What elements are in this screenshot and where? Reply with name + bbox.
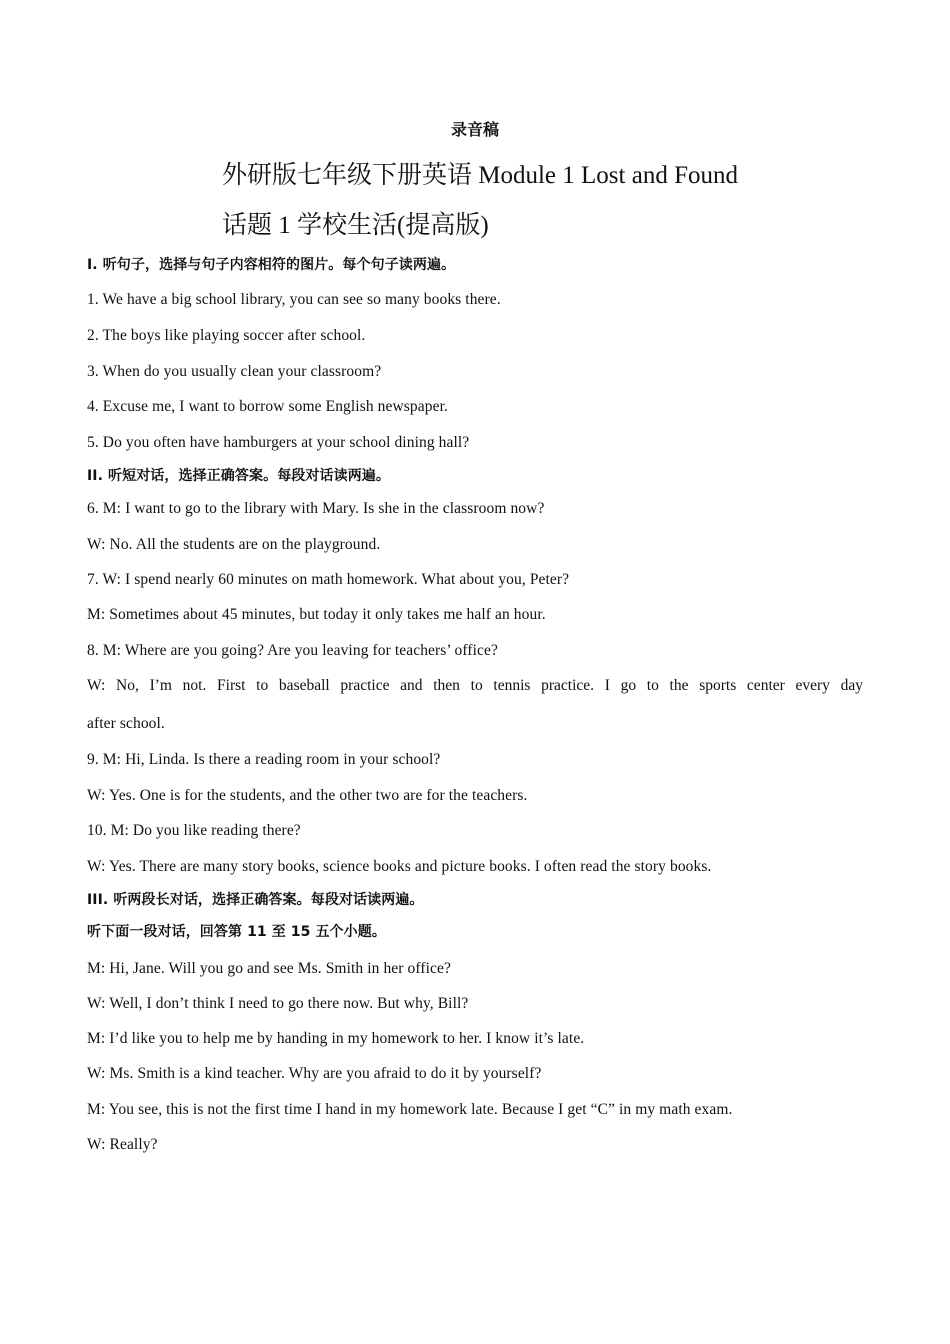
section-1-heading: Ⅰ. 听句子，选择与句子内容相符的图片。每个句子读两遍。 [87,257,456,273]
dialogue-line: M: Hi, Jane. Will you go and see Ms. Smith in her office? [87,960,451,977]
section-1-item: 2. The boys like playing soccer after school. [87,327,366,344]
dialogue-line: W: Well, I don’t think I need to go there now. But why, Bill? [87,995,469,1012]
section-3-subheading: 听下面一段对话，回答第 11 至 15 五个小题。 [87,924,386,940]
dialogue-line: W: No, I’m not. First to baseball practice and then to tennis practice. I go to the sports center every day [87,677,863,694]
section-2-heading: II. 听短对话，选择正确答案。每段对话读两遍。 [87,468,391,484]
section-1-item: 3. When do you usually clean your classroom? [87,363,382,380]
dialogue-line: M: You see, this is not the first time I hand in my homework late. Because I get “C” in my math exam. [87,1101,733,1118]
document-header: 录音稿 [450,120,499,139]
dialogue-line: M: Sometimes about 45 minutes, but today it only takes me half an hour. [87,606,546,623]
dialogue-line: W: Really? [87,1136,158,1153]
section-3-heading: III. 听两段长对话，选择正确答案。每段对话读两遍。 [87,892,424,908]
dialogue-line: 10. M: Do you like reading there? [87,822,301,839]
dialogue-line: W: Yes. There are many story books, science books and picture books. I often read the story books. [87,858,712,875]
document-subtitle: 话题 1 学校生活(提高版) [222,212,489,239]
dialogue-line: 7. W: I spend nearly 60 minutes on math homework. What about you, Peter? [87,571,570,588]
dialogue-line: 8. M: Where are you going? Are you leaving for teachers’ office? [87,642,498,659]
section-1-item: 4. Excuse me, I want to borrow some English newspaper. [87,398,448,415]
dialogue-line: W: Yes. One is for the students, and the other two are for the teachers. [87,787,528,804]
dialogue-line: W: Ms. Smith is a kind teacher. Why are you afraid to do it by yourself? [87,1065,542,1082]
dialogue-line: 6. M: I want to go to the library with Mary. Is she in the classroom now? [87,500,545,517]
dialogue-line: after school. [87,715,165,732]
document-title: 外研版七年级下册英语 Module 1 Lost and Found [222,162,738,189]
dialogue-line: W: No. All the students are on the playground. [87,536,381,553]
dialogue-line: 9. M: Hi, Linda. Is there a reading room in your school? [87,751,441,768]
section-1-item: 5. Do you often have hamburgers at your school dining hall? [87,434,470,451]
dialogue-line: M: I’d like you to help me by handing in my homework to her. I know it’s late. [87,1030,585,1047]
section-1-item: 1. We have a big school library, you can see so many books there. [87,291,501,308]
